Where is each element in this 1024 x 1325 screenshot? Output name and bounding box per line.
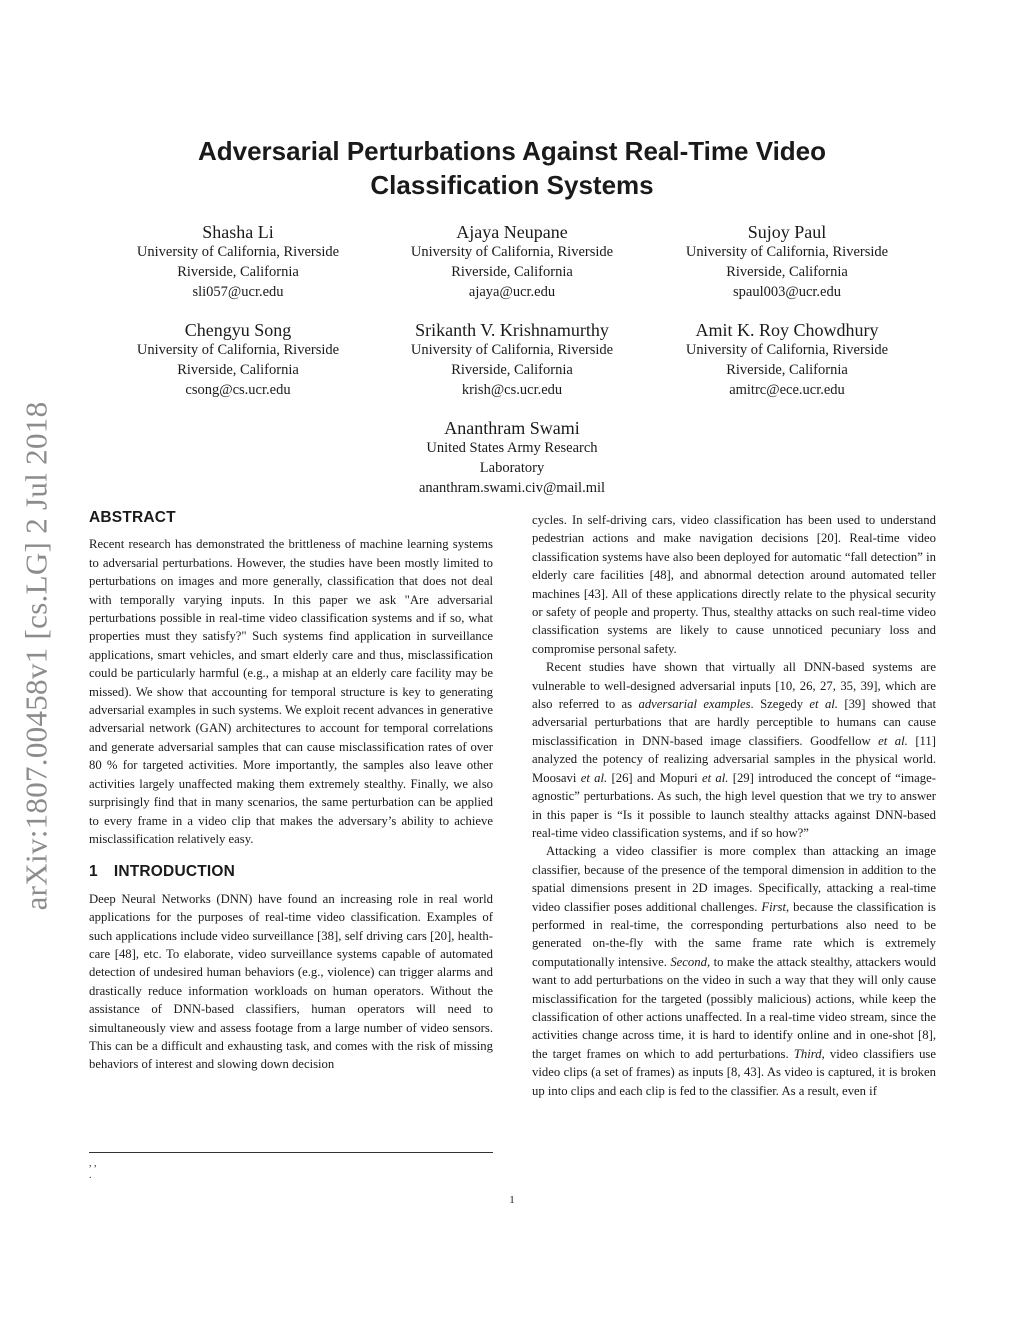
footnote-line-1: , , [89,1158,97,1169]
author-email: sli057@ucr.edu [192,284,284,300]
author-affiliation: United States Army Research [426,440,598,456]
author-name: Shasha Li [202,222,274,242]
author-name: Ananthram Swami [444,418,580,438]
author-affiliation: University of California, Riverside [410,342,614,358]
emphasis: Second [670,954,707,969]
intro-paragraph-3 [532,842,936,1100]
emphasis: adversarial examples [638,697,751,712]
intro-paragraph-2 [532,658,936,842]
footnote [89,1158,97,1182]
title-line-1: Adversarial Perturbations Against Real-Time Video [197,136,827,166]
author-location: Riverside, California [726,362,848,378]
left-column [89,509,493,1074]
right-column [532,511,936,1100]
author-name: Amit K. Roy Chowdhury [695,320,879,340]
abstract-text: Recent research has demonstrated the brittleness of machine learning systems to adversarial perturbations. However, the studies have been mostly limited to perturbations on images and more generally, classification that does not deal with temporally varying inputs. In this paper we ask "Are adversarial perturbations possible in real-time video classification systems and if so, what properties must they satisfy?" Such systems find application in surveillance applications, smart vehicles, and smart elderly care and thus, misclassification could be particularly harmful (e.g., a mishap at an elderly care facility may be missed). We show that accounting for temporal structure is key to generating adversarial examples in such systems. We exploit recent advances in generative adversarial network (GAN) architectures to account for temporal correlations and generate adversarial samples that can cause misclassification rates of over 80 % for targeted activities. More importantly, the samples also leave other activities largely unaffected making them extremely stealthy. Finally, we also surprisingly find that in many scenarios, the same perturbation can be applied to every frame in a video clip that makes the adversary’s ability to achieve misclassification relatively easy. [89,537,493,846]
emphasis: Third [793,1046,822,1061]
introduction-heading [89,863,493,881]
author-location: Laboratory [479,460,545,476]
emphasis: et al. [809,697,838,712]
author-affiliation: University of California, Riverside [136,244,340,260]
abstract-heading: ABSTRACT [89,509,176,526]
author-block [108,318,368,400]
author-affiliation: University of California, Riverside [410,244,614,260]
emphasis: et al. [701,770,729,785]
text-run: , video classifiers use video clips (a set of frames) as inputs [8, 43]. As video is captured, it is broken up into clips and each clip is fed to the classifier. As a result, even if [532,1046,936,1098]
author-location: Riverside, California [451,362,573,378]
intro-paragraph-1: Deep Neural Networks (DNN) have found an increasing role in real world applications for the purposes of real-time video classification. Examples of such applications include video surveillance [38], self driving cars [20], health-care [48], etc. To elaborate, video surveillance systems capable of automated detection of undesired human behaviors (e.g., violence) can trigger alarms and drastically reduce information workloads on human operators. Without the assistance of DNN-based classifiers, human operators will need to simultaneously view and assess footage from a large number of video sensors. This can be a difficult and exhausting task, and comes with the risk of missing behaviors of interest and slowing down decision [89,891,493,1072]
author-email: krish@cs.ucr.edu [461,382,563,398]
arxiv-stamp-text: arXiv:1807.00458v1 [cs.LG] 2 Jul 2018 [18,401,54,911]
author-email: amitrc@ece.ucr.edu [729,382,845,398]
title-line-2: Classification Systems [370,170,654,200]
text-run: [39] showed that adversarial perturbations that are hardly perceptible to humans can cause misclassification in DNN-based image classifiers. Goodfellow [532,697,936,748]
page-number: 1 [509,1194,515,1206]
author-block [108,220,368,302]
section-number: 1 [89,863,98,881]
author-location: Riverside, California [726,264,848,280]
emphasis: First [761,899,787,914]
text-run: [26] and Mopuri [607,770,702,785]
text-run: Attacking a video classifier is more complex than attacking an image classifier, because of the presence of the temporal dimension in addition to the spatial dimensions present in 2D images. Specifically, attacking a real-time video classifier poses additional challenges. [532,844,936,914]
author-email: ajaya@ucr.edu [468,284,556,300]
author-block [382,416,642,498]
author-block [382,220,642,302]
author-affiliation: University of California, Riverside [685,342,889,358]
author-affiliation: University of California, Riverside [136,342,340,358]
author-block [657,220,917,302]
author-name: Ajaya Neupane [456,222,568,242]
emphasis: et al. [878,733,908,748]
author-name: Sujoy Paul [747,222,827,242]
text-run: . Szegedy [750,697,810,712]
author-block [657,318,917,400]
author-affiliation: University of California, Riverside [685,244,889,260]
author-email: csong@cs.ucr.edu [185,382,291,398]
intro-paragraph-cont: cycles. In self-driving cars, video classification has been used to understand pedestrian actions and make navigation decisions [20]. Real-time video classification systems have also been deployed for automatic “fall detection” in elderly care facilities [48], and abnormal detection around automated teller machines [43]. All of these applications directly relate to the physical security or safety of people and property. Thus, stealthy attacks on such real-time video classification systems are likely to cause unnoticed pecuniary loss and compromise personal safety. [532,513,936,656]
footnote-line-2: . [89,1170,92,1181]
paper-title [150,134,874,202]
text-run: [11] analyzed the potency of realizing adversarial samples in the physical world. Moosavi [532,733,936,785]
arxiv-stamp [12,376,60,936]
text-run: Recent studies have shown that virtually all DNN-based systems are vulnerable to well-designed adversarial inputs [10, 26, 27, 35, 39], which are also referred to as [532,660,936,712]
author-name: Chengyu Song [184,320,292,340]
author-location: Riverside, California [451,264,573,280]
text-run: , because the classification is performed in real-time, the corresponding perturbations also need to be generated on-the-fly with the same frame rate which is extremely computationally intensive. [532,899,936,969]
text-run: , to make the attack stealthy, attackers would want to add perturbations on the video in such a way that they will only cause misclassification for the targeted (possibly malicious) actions, while keep the classification of other actions unaffected. In a real-time video stream, since the activities change across time, it is hard to identify online and in one-shot [8], the target frames on which to add perturbations. [532,954,936,1061]
author-location: Riverside, California [177,264,299,280]
author-name: Srikanth V. Krishnamurthy [415,320,609,340]
author-block [382,318,642,400]
author-email: ananthram.swami.civ@mail.mil [418,480,606,496]
text-run: [29] introduced the concept of “image-agnostic” perturbations. As such, the high level question that we try to answer in this paper is “Is it possible to launch stealthy attacks against DNN-based real-time video classification systems, and if so how?” [532,770,936,840]
footnote-rule [89,1152,493,1153]
emphasis: et al. [580,770,608,785]
section-title: INTRODUCTION [113,863,236,881]
author-email: spaul003@ucr.edu [733,284,841,300]
author-location: Riverside, California [177,362,299,378]
